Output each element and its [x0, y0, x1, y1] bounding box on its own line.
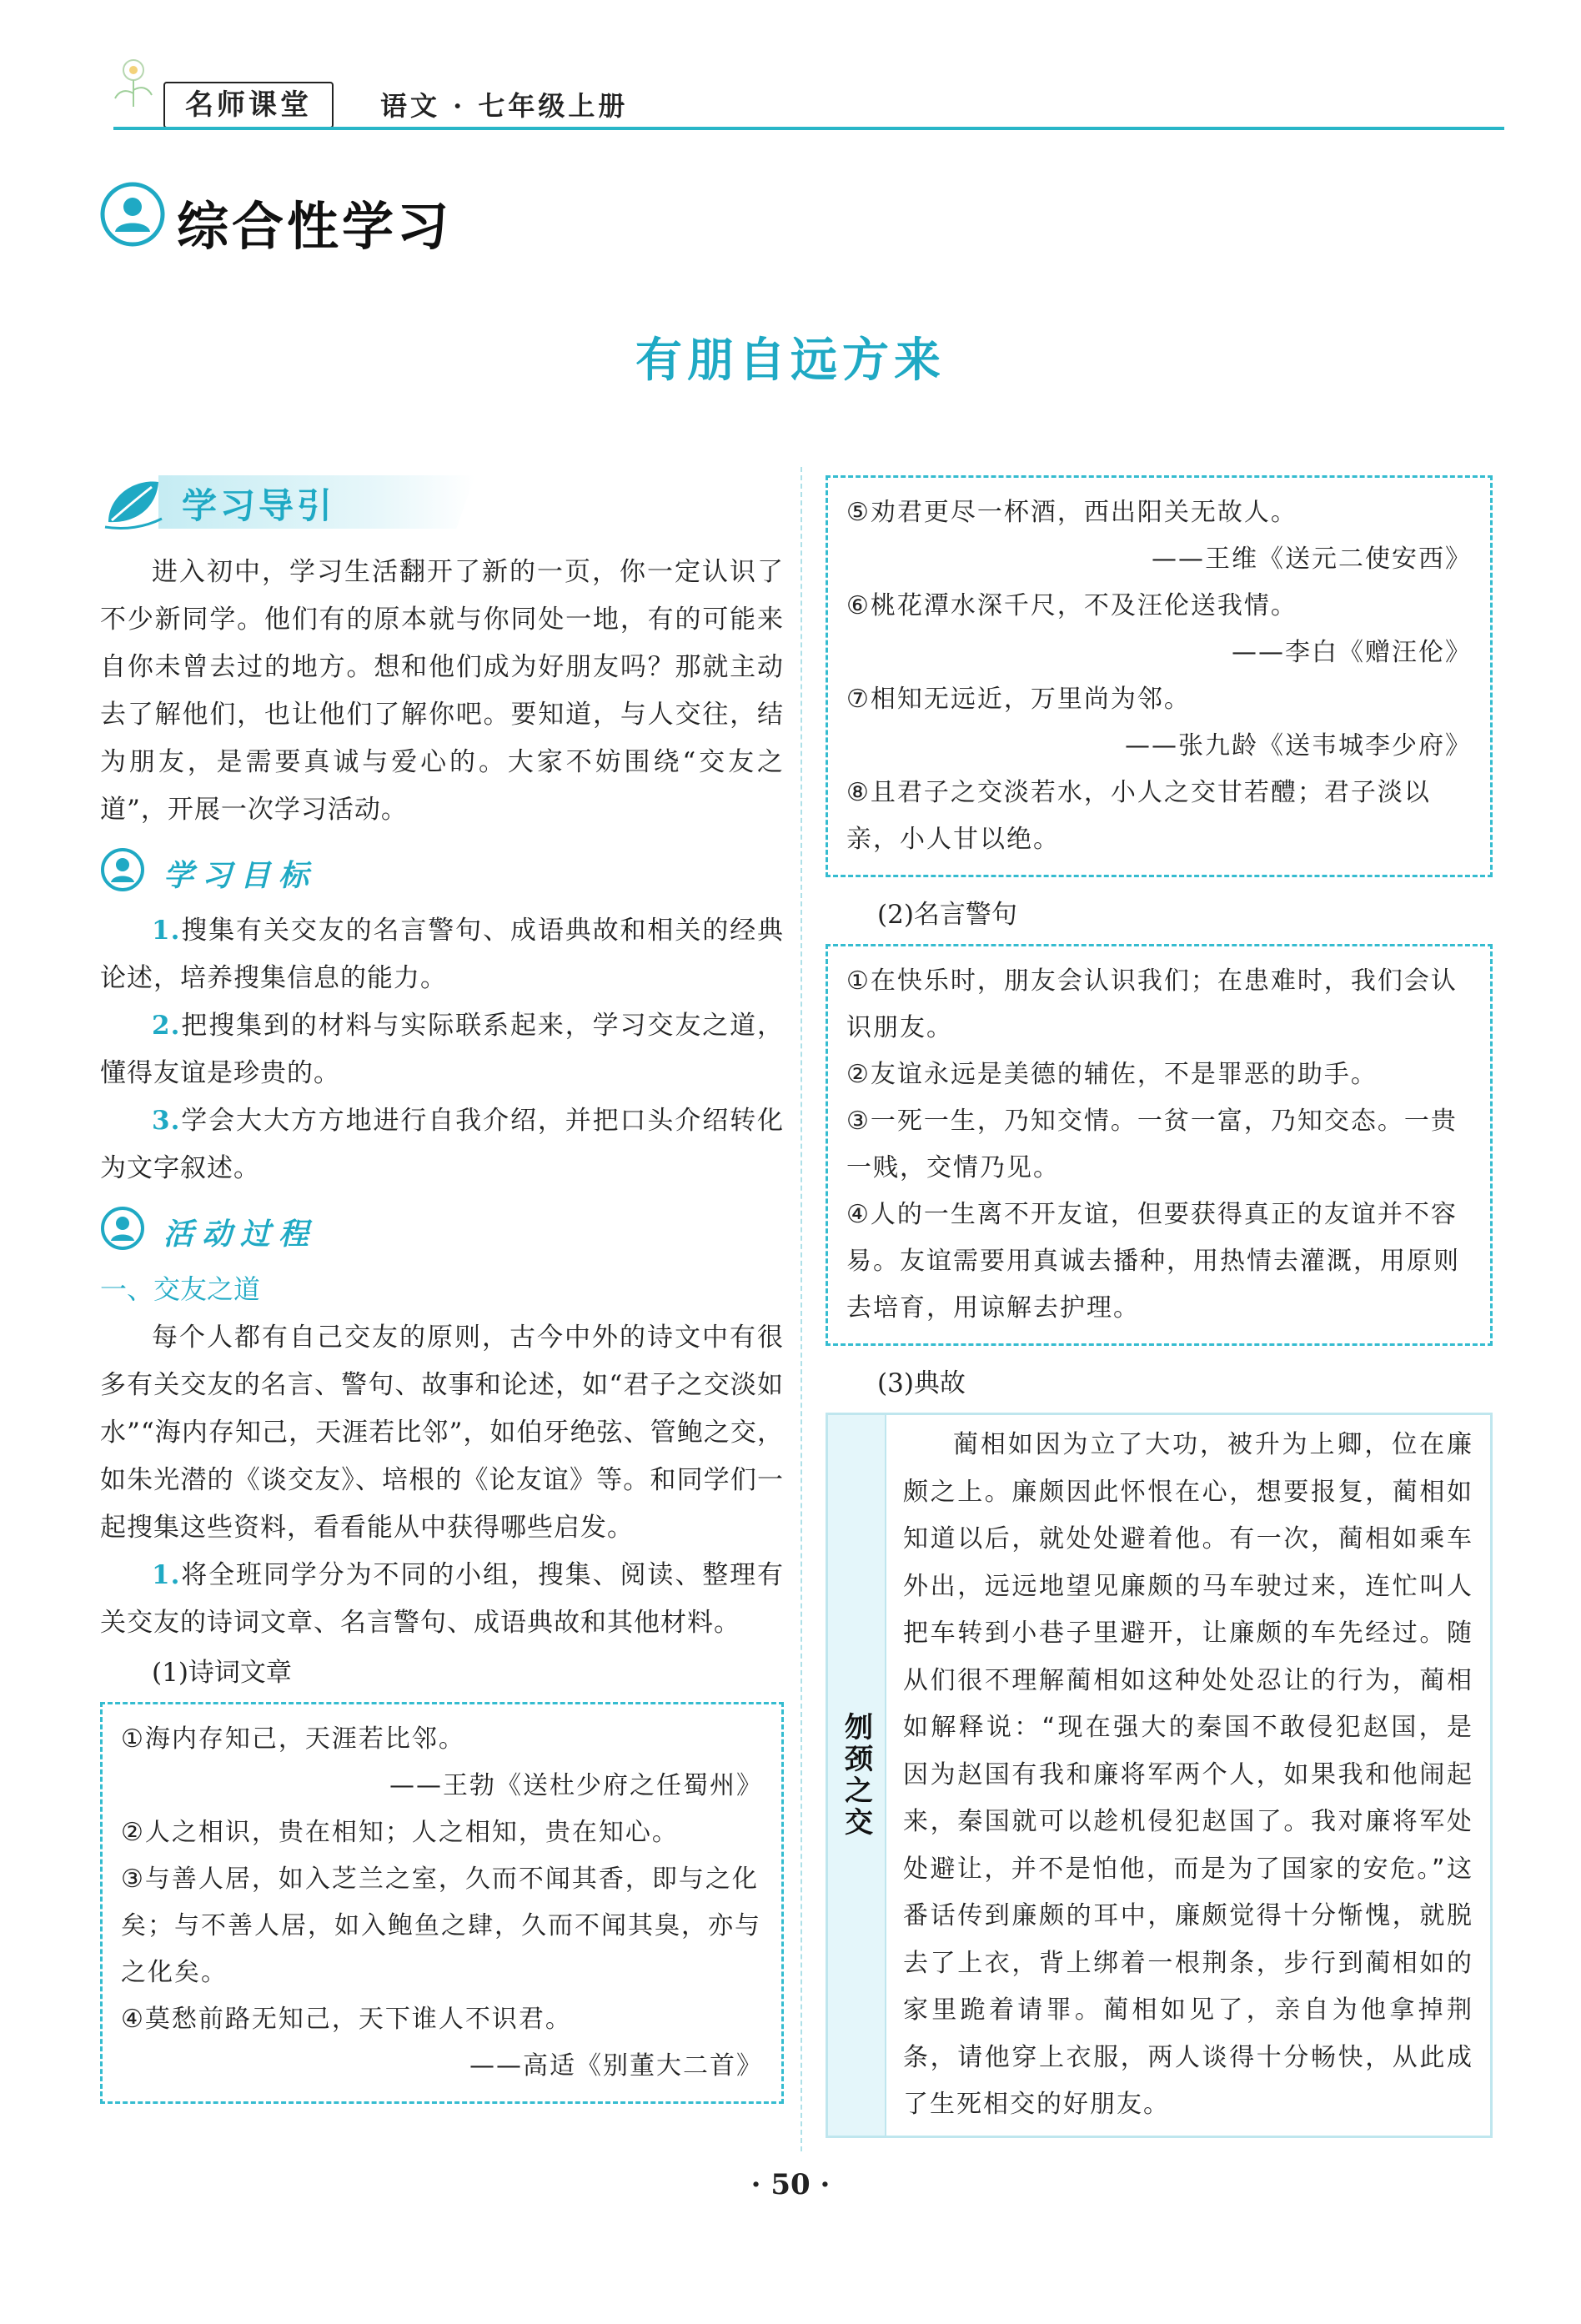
poems-box-right — [826, 475, 1493, 877]
header-brand: 名师课堂 — [163, 82, 334, 128]
goal-item — [100, 1002, 784, 1097]
quotes-box — [826, 944, 1493, 1346]
guide-intro: 进入初中，学习生活翻开了新的一页，你一定认识了不少新同学。他们有的原本就与你同处一地，有的可能来自你未曾去过的地方。想和他们成为好朋友吗？那就主动去了解他们，也让他们了解你吧。要知道，与人交往，结为朋友，是需要真诚与爱心的。大家不妨围绕“交友之道”，开展一次学习活动。 — [100, 557, 784, 825]
poem-line: ⑧且君子之交淡若水，小人之交甘若醴；君子淡以亲，小人甘以绝。 — [846, 778, 1431, 854]
goals-heading-block — [100, 842, 784, 901]
quote-line: ③一死一生，乃知交情。一贫一富，乃知交态。一贵一贱，交情乃见。 — [846, 1107, 1458, 1182]
poem-source: ——张九龄《送韦城李少府》 — [1125, 731, 1472, 760]
story-box — [826, 1413, 1493, 2138]
header-flower-decoration-icon — [100, 52, 167, 110]
poems-box-left — [100, 1702, 784, 2104]
quotes-label: (2)名言警句 — [877, 900, 1017, 930]
goal-number: 1. — [152, 916, 181, 946]
column-divider — [801, 467, 802, 2151]
person-badge-icon — [100, 182, 165, 247]
leaf-sprout-icon — [100, 472, 167, 532]
story-name: 刎颈之交 — [839, 1711, 873, 1839]
goal-item — [100, 907, 784, 1002]
guide-heading: 学习导引 — [182, 485, 336, 526]
poem-line: ⑤劝君更尽一杯酒，西出阳关无故人。 — [846, 498, 1297, 527]
process-heading-block — [100, 1201, 784, 1259]
part-one-paragraph: 每个人都有自己交友的原则，古今中外的诗文中有很多有关交友的名言、警句、故事和论述，如“君子之交淡如水”“海内存知己，天涯若比邻”，如伯牙绝弦、管鲍之交，如朱光潜的《谈交友》、培根的《论友谊》等。和同学们一起搜集这些资料，看看能从中获得哪些启发。 — [100, 1323, 784, 1543]
poem-source: ——王维《送元二使安西》 — [1152, 545, 1472, 574]
poem-line: ⑦相知无远近，万里尚为邻。 — [846, 685, 1191, 714]
goal-text: 把搜集到的材料与实际联系起来，学习交友之道，懂得友谊是珍贵的。 — [100, 1011, 784, 1088]
goal-text: 搜集有关交友的名言警句、成语典故和相关的经典论述，培养搜集信息的能力。 — [100, 916, 784, 993]
story-section-label: (3)典故 — [877, 1368, 966, 1398]
guide-banner — [100, 467, 784, 537]
quote-line: ②友谊永远是美德的辅佐，不是罪恶的助手。 — [846, 1060, 1378, 1089]
section-title: 综合性学习 — [177, 196, 453, 257]
goal-item — [100, 1097, 784, 1192]
poem-line: ①海内存知己，天涯若比邻。 — [121, 1724, 465, 1754]
poem-line: ⑥桃花潭水深千尺，不及汪伦送我情。 — [846, 591, 1297, 620]
story-text: 蔺相如因为立了大功，被升为上卿，位在廉颇之上。廉颇因此怀恨在心，想要报复，蔺相如知道以后，就处处避着他。有一次，蔺相如乘车外出，远远地望见廉颇的马车驶过来，连忙叫人把车转到小巷子里避开，让廉颇的车先经过。随从们很不理解蔺相如这种处处忍让的行为，蔺相如解释说：“现在强大的秦国不敢侵犯赵国，是因为赵国有我和廉将军两个人，如果我和他闹起来，秦国就可以趁机侵犯赵国了。我对廉将军处处避让，并不是怕他，而是为了国家的安危。”这番话传到廉颇的耳中，廉颇觉得十分惭愧，就脱去了上衣，背上绑着一根荆条，步行到蔺相如的家里跪着请罪。蔺相如见了，亲自为他拿掉荆条，请他穿上衣服，两人谈得十分畅快，从此成了生死相交的好朋友。 — [903, 1430, 1473, 2119]
quote-line: ①在快乐时，朋友会认识我们；在患难时，我们会认识朋友。 — [846, 966, 1458, 1042]
quote-line: ④人的一生离不开友谊，但要获得真正的友谊并不容易。友谊需要用真诚去播种，用热情去灌溉，用原则去培育，用谅解去护理。 — [846, 1200, 1460, 1323]
poem-line: ④莫愁前路无知己，天下谁人不识君。 — [121, 2005, 572, 2034]
goal-number: 3. — [152, 1106, 181, 1136]
process-heading: 活动过程 — [163, 1217, 318, 1252]
poem-source: ——高适《别董大二首》 — [469, 2051, 763, 2081]
left-column — [100, 467, 784, 2119]
poems-label: (1)诗词文章 — [152, 1658, 292, 1688]
poem-source: ——王勃《送杜少府之任蜀州》 — [389, 1771, 763, 1800]
goal-number: 2. — [152, 1011, 181, 1041]
page-title: 有朋自远方来 — [635, 334, 946, 388]
step-one — [100, 1552, 784, 1647]
person-badge-icon — [100, 1206, 145, 1251]
header-subject: 语文 · 七年级上册 — [380, 90, 629, 122]
poem-line: ②人之相识，贵在相知；人之相知，贵在知心。 — [121, 1818, 679, 1847]
page-number: · 50 · — [750, 2168, 831, 2201]
right-column — [826, 467, 1493, 2138]
goal-text: 学会大大方方地进行自我介绍，并把口头介绍转化为文字叙述。 — [100, 1106, 784, 1183]
header-rule — [113, 127, 1504, 130]
poem-source: ——李白《赠汪伦》 — [1232, 638, 1472, 667]
story-name-cell — [828, 1415, 886, 2136]
poem-line: ③与善人居，如入芝兰之室，久而不闻其香，即与之化矣；与不善人居，如入鲍鱼之肆，久而不闻其臭，亦与之化矣。 — [121, 1865, 761, 1987]
step-number: 1. — [152, 1560, 181, 1590]
step-text: 将全班同学分为不同的小组，搜集、阅读、整理有关交友的诗词文章、名言警句、成语典故和其他材料。 — [100, 1560, 784, 1638]
goals-heading: 学习目标 — [163, 859, 318, 893]
part-one-title: 一、交友之道 — [100, 1273, 261, 1305]
person-badge-icon — [100, 847, 145, 892]
